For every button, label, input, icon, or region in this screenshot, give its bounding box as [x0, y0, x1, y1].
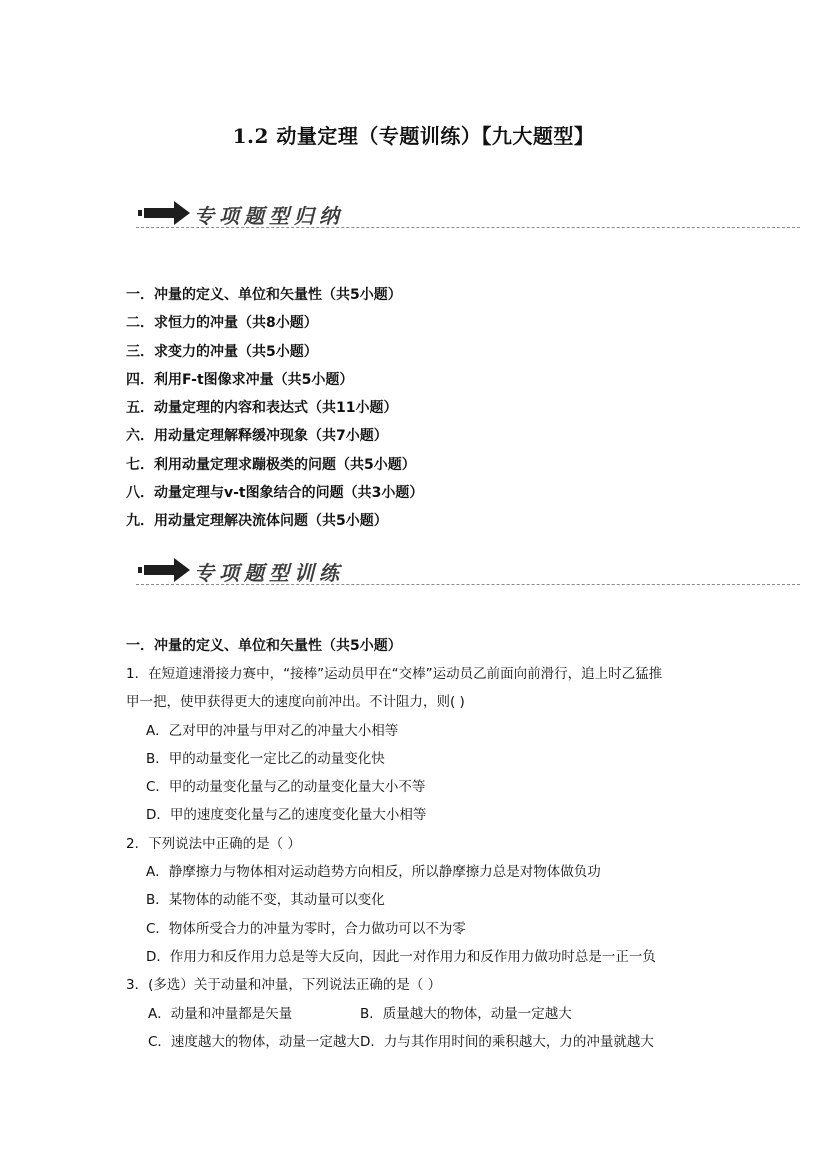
- question-2-option-d: D．作用力和反作用力总是等大反向，因此一对作用力和反作用力做功时总是一正一负: [146, 948, 656, 965]
- question-2-option-b: B．某物体的动能不变，其动量可以变化: [146, 892, 385, 909]
- section-banner-summary: [136, 196, 800, 236]
- question-1-option-a: A．乙对甲的冲量与甲对乙的冲量大小相等: [146, 722, 399, 739]
- question-1-line1: 1．在短道速滑接力赛中，“接棒”运动员甲在“交棒”运动员乙前面向前滑行，追上时乙猛推: [126, 666, 663, 682]
- topic-item: 二．求恒力的冲量（共8小题）: [126, 315, 318, 332]
- dashed-divider: [136, 584, 800, 585]
- question-1-option-c: C．甲的动量变化量与乙的动量变化量大小不等: [146, 779, 426, 796]
- question-3-options-row1: [126, 1004, 726, 1032]
- topic-item: 四．利用F-t图像求冲量（共5小题）: [126, 371, 354, 388]
- topic-item: 六．用动量定理解释缓冲现象（共7小题）: [126, 428, 388, 445]
- topic-item: 五．动量定理的内容和表达式（共11小题）: [126, 400, 398, 417]
- question-3-options-row2: [126, 1032, 726, 1060]
- question-3-stem: 3．(多选）关于动量和冲量，下列说法正确的是（ ）: [126, 977, 442, 994]
- question-2-option-c: C．物体所受合力的冲量为零时，合力做功可以不为零: [146, 920, 466, 937]
- banner-label: 专项题型归纳: [194, 204, 344, 228]
- arrow-icon: [136, 553, 196, 587]
- dashed-divider: [136, 227, 800, 228]
- arrow-icon: [136, 196, 196, 230]
- topic-item: 七．利用动量定理求蹦极类的问题（共5小题）: [126, 456, 416, 473]
- topic-item: 三．求变力的冲量（共5小题）: [126, 343, 318, 360]
- banner-label: 专项题型训练: [194, 561, 344, 585]
- section-banner-training: [136, 553, 800, 593]
- question-3-option-d: D．力与其作用时间的乘积越大，力的冲量就越大: [360, 1033, 654, 1050]
- question-3-option-b: B．质量越大的物体，动量一定越大: [360, 1005, 572, 1022]
- topic-item: 八．动量定理与v-t图象结合的问题（共3小题）: [126, 485, 424, 502]
- question-1-option-d: D．甲的速度变化量与乙的速度变化量大小相等: [146, 807, 427, 824]
- section-heading: 一．冲量的定义、单位和矢量性（共5小题）: [126, 638, 402, 654]
- question-1-line2: 甲一把，使甲获得更大的速度向前冲出。不计阻力，则( ): [126, 694, 465, 711]
- question-2-stem: 2．下列说法中正确的是（ ）: [126, 835, 301, 852]
- topic-item: 一．冲量的定义、单位和矢量性（共5小题）: [126, 287, 402, 303]
- page-title: 1.2 动量定理（专题训练）【九大题型】: [232, 124, 595, 148]
- question-section: [126, 636, 726, 1060]
- question-3-option-a: A．动量和冲量都是矢量: [148, 1005, 293, 1022]
- question-2-option-a: A．静摩擦力与物体相对运动趋势方向相反，所以静摩擦力总是对物体做负功: [146, 864, 601, 881]
- topic-list: [126, 285, 776, 540]
- question-1-option-b: B．甲的动量变化一定比乙的动量变化快: [146, 750, 385, 767]
- topic-item: 九．用动量定理解决流体问题（共5小题）: [126, 513, 388, 530]
- question-3-option-c: C．速度越大的物体，动量一定越大: [148, 1033, 360, 1050]
